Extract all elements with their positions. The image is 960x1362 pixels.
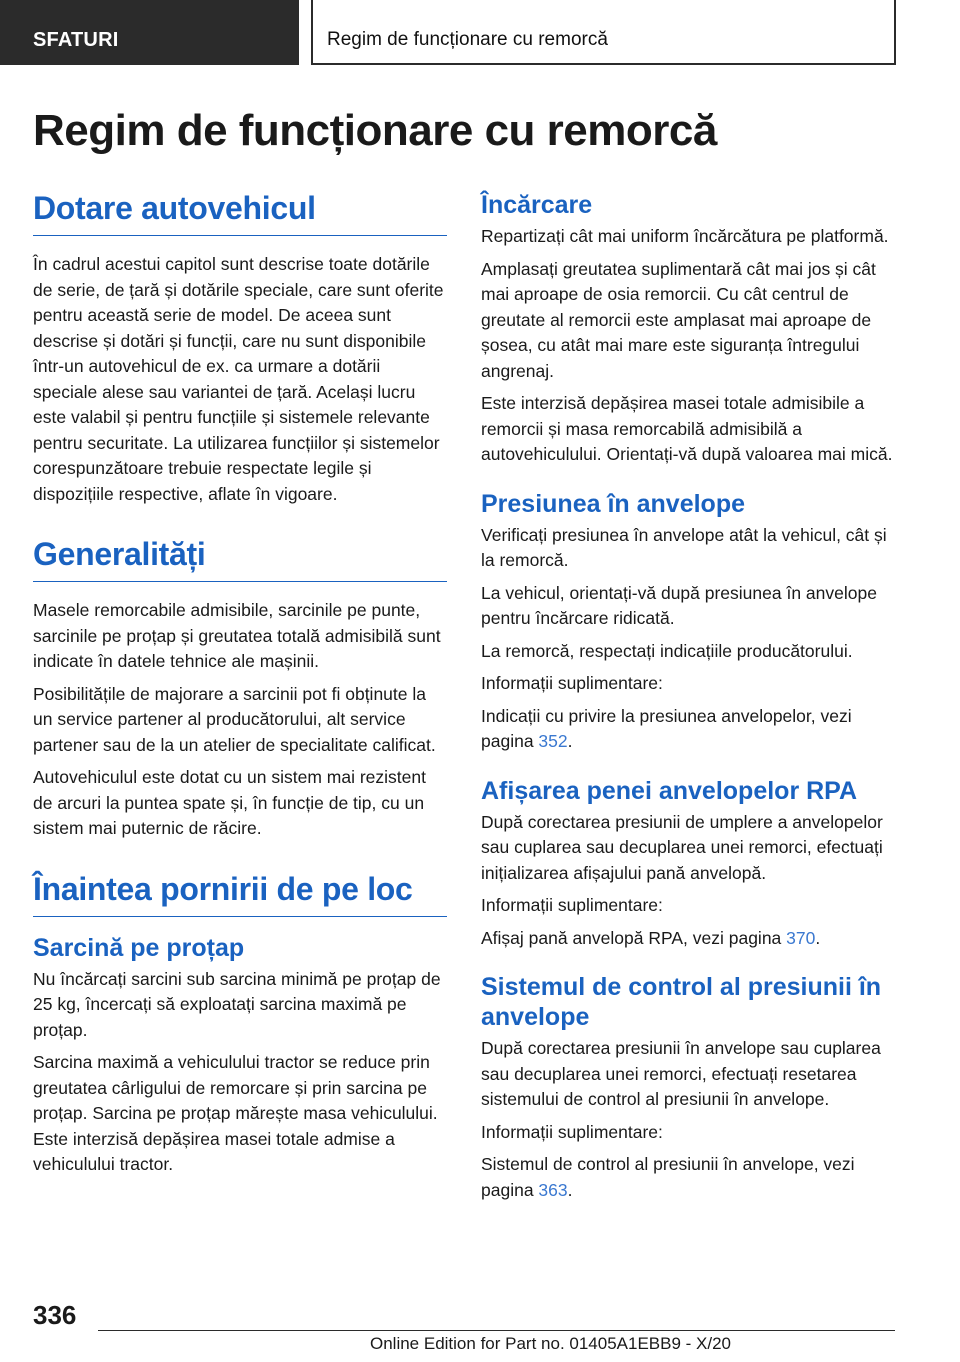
left-column: [33, 190, 447, 1185]
paragraph: Amplasați greutatea suplimentară cât mai jos și cât mai aproape de osia remorcii. Cu cât centrul de greutate al remorcii este amplasat mai aproape de șosea, cu atât mai mare este siguranța întregului angrenaj.: [481, 258, 876, 381]
cross-reference: Afișaj pană anvelopă RPA, vezi pagina 370.: [481, 927, 821, 948]
paragraph: La vehicul, orientați-vă după presiunea în anvelope pentru încărcare ridicată.: [481, 582, 877, 628]
paragraph: După corectarea presiunii de umplere a anvelopelor sau cuplarea sau decuplarea unei remorci, efectuați inițializarea afișajului pană anvelopă.: [481, 811, 883, 883]
heading-sistemul-de-control: Sistemul de control al presiunii în anvelope: [481, 973, 882, 1031]
paragraph: Repartizați cât mai uniform încărcătura pe platformă.: [481, 226, 889, 246]
paragraph: La remorcă, respectați indicațiile producătorului.: [481, 640, 853, 661]
page-link-363[interactable]: 363: [538, 1179, 568, 1200]
paragraph: Posibilitățile de majorare a sarcinii pot fi obținute la un service partener al producătorului, alt service partener sau de la un atelier de specialitate calificat.: [33, 683, 436, 755]
right-column: [481, 190, 895, 1210]
subheading-sarcina-pe-protap: Sarcină pe proțap: [33, 933, 245, 962]
header-section-label: SFATURI: [33, 29, 119, 51]
page-title: Regim de funcționare cu remorcă: [33, 106, 717, 155]
header-section-tab: [0, 0, 299, 65]
heading-dotare-autovehicul: Dotare autovehicul: [33, 190, 447, 236]
heading-incarcare: Încărcare: [481, 191, 593, 219]
info-label: Informații suplimentare:: [481, 673, 663, 693]
page-number: 336: [33, 1300, 77, 1330]
header-chapter-label: Regim de funcționare cu remorcă: [327, 29, 608, 50]
paragraph: În cadrul acestui capitol sunt descrise toate dotările de serie, de țară și dotările speciale, care sunt oferite pentru această serie de model. De aceea sunt descrise și dotări și funcții, care nu sunt disponibile într-un autovehicul de ex. ca urmare a dotării speciale alese sau variantei de țară. Același lucru este valabil și pentru funcțiile și sistemele relevante pentru securitate. La utilizarea funcțiilor și sistemelor corespunzătoare trebuie respectate legile și dispozițiile respective, aflate în vigoare.: [33, 254, 444, 504]
page-link-352[interactable]: 352: [538, 731, 568, 751]
paragraph: Nu încărcați sarcini sub sarcina minimă pe proțap de 25 kg, încercați să exploatați sarcina maximă pe proțap.: [33, 968, 441, 1040]
paragraph: Este interzisă depășirea masei totale admisibile a remorcii și masa remorcabilă admisibilă a autovehiculului. Orientați-vă după valoarea mai mică.: [481, 393, 893, 464]
paragraph: Autovehiculul este dotat cu un sistem mai rezistent de arcuri la puntea spate și, în funcție de tip, cu un sistem mai puternic de răcire.: [33, 767, 426, 838]
paragraph: După corectarea presiunii în anvelope sau cuplarea sau decuplarea unei remorci, efectuați resetarea sistemului de control al presiunii în anvelope.: [481, 1038, 881, 1109]
cross-reference: Sistemul de control al presiunii în anvelope, vezi pagina 363.: [481, 1154, 855, 1200]
heading-presiunea-in-anvelope: Presiunea în anvelope: [481, 489, 745, 518]
info-label: Informații suplimentare:: [481, 895, 663, 915]
paragraph: Masele remorcabile admisibile, sarcinile pe punte, sarcinile pe proțap și greutatea totală admisibilă sunt indicate în datele tehnice ale mașinii.: [33, 600, 441, 671]
paragraph: Sarcina maximă a vehiculului tractor se reduce prin greutatea cârligului de remorcare și prin sarcina pe proțap. Sarcina pe proțap mărește masa vehiculului. Este interzisă depășirea masei totale admise a vehiculului tractor.: [33, 1052, 438, 1174]
paragraph: Verificați presiunea în anvelope atât la vehicul, cât și la remorcă.: [481, 524, 887, 570]
heading-afisarea-penei: Afișarea penei anvelopelor RPA: [481, 776, 858, 805]
heading-generalitati: Generalități: [33, 536, 447, 582]
footer-edition: Online Edition for Part no. 01405A1EBB9 - X/20: [370, 1334, 732, 1353]
cross-reference: Indicații cu privire la presiunea anvelopelor, vezi pagina 352.: [481, 705, 852, 751]
page-link-370[interactable]: 370: [786, 927, 816, 948]
heading-inaintea-pornirii: Înaintea pornirii de pe loc: [33, 871, 447, 917]
footer-divider: [98, 1330, 895, 1331]
info-label: Informații suplimentare:: [481, 1121, 663, 1142]
header-chapter-tab: [311, 0, 896, 65]
